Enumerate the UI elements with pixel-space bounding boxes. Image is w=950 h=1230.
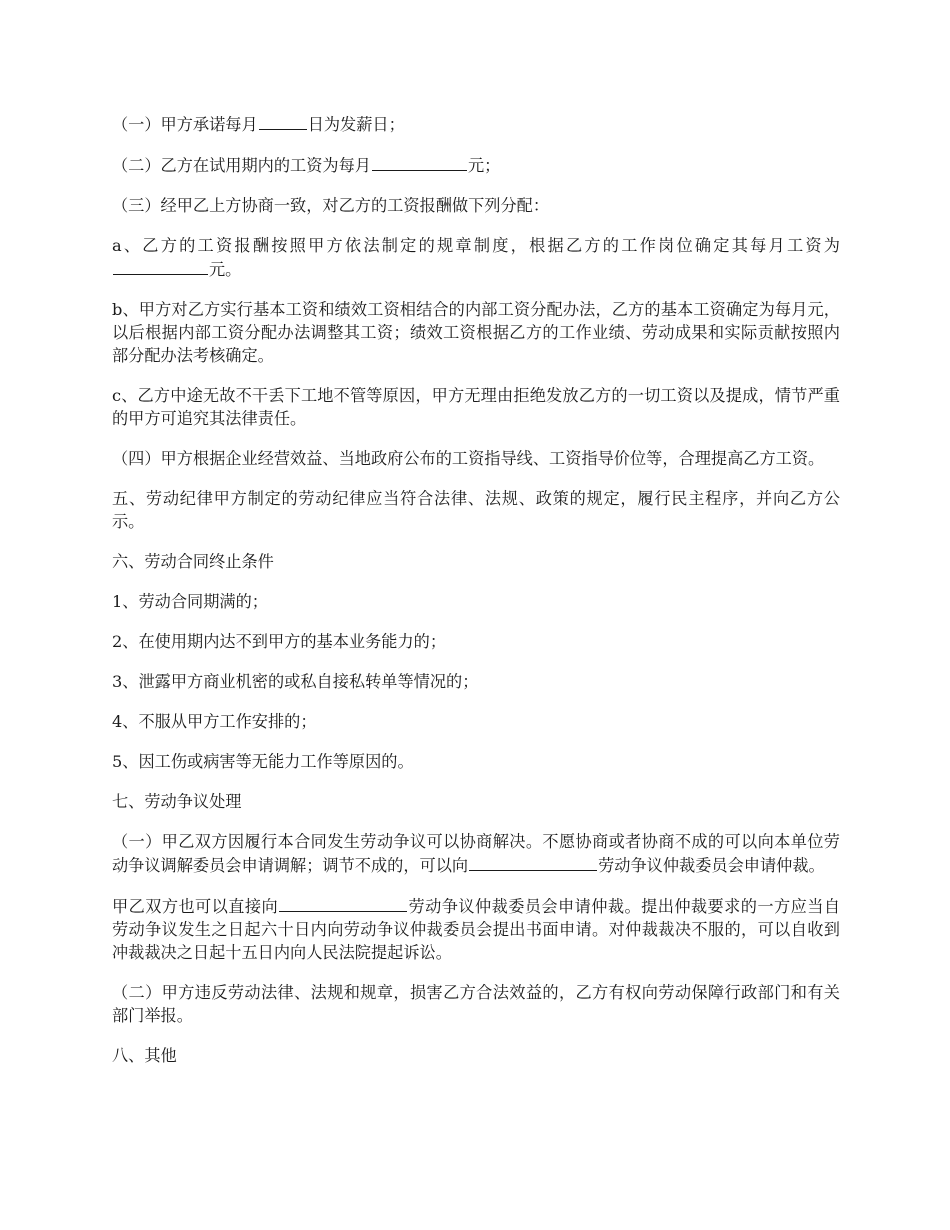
clause-text: 元。 xyxy=(209,260,242,279)
section-termination-heading: 六、劳动合同终止条件 xyxy=(112,552,274,571)
termination-item: 3、泄露甲方商业机密的或私自接私转单等情况的； xyxy=(112,672,479,691)
clause-text: 日为发薪日； xyxy=(307,115,405,134)
clause-report-violation: （二）甲方违反劳动法律、法规和规章，损害乙方合法效益的，乙方有权向劳动保障行政部门和有关部门举报。 xyxy=(112,983,840,1025)
clause-text: 劳动争议仲裁委员会申请仲裁。提出仲裁要求的一方应当自劳动争议发生之日起六十日内向劳动争议仲裁委员会提出书面申请。对仲裁裁决不服的，可以自收到冲裁裁决之日起十五日内向人民法院提起诉讼。 xyxy=(112,897,841,962)
blank-field[interactable] xyxy=(259,112,307,130)
section-other-heading: 八、其他 xyxy=(112,1046,177,1065)
clause-pay-distribution: （三）经甲乙上方协商一致，对乙方的工资报酬做下列分配： xyxy=(112,196,550,215)
clause-text: （一）甲乙双方因履行本合同发生劳动争议可以协商解决。不愿协商或者协商不成的可以向本单位劳动争议调解委员会申请调解；调节不成的，可以向 xyxy=(112,832,840,875)
blank-field[interactable] xyxy=(469,853,597,871)
section-discipline: 五、劳动纪律甲方制定的劳动纪律应当符合法律、法规、政策的规定，履行民主程序，并向乙方公示。 xyxy=(112,489,840,531)
blank-field[interactable] xyxy=(279,894,407,912)
termination-item: 5、因工伤或病害等无能力工作等原因的。 xyxy=(112,752,414,771)
blank-field[interactable] xyxy=(372,153,467,171)
clause-dispute-mediation xyxy=(112,830,840,877)
termination-item: 2、在使用期内达不到甲方的基本业务能力的； xyxy=(112,632,447,651)
blank-field[interactable] xyxy=(113,257,208,275)
clause-text: （二）乙方在试用期内的工资为每月 xyxy=(112,156,371,175)
clause-absence-penalty: c、乙方中途无故不干丢下工地不管等原因，甲方无理由拒绝发放乙方的一切工资以及提成，情节严重的甲方可追究其法律责任。 xyxy=(112,386,840,428)
clause-pay-day xyxy=(112,112,840,136)
termination-item: 1、劳动合同期满的； xyxy=(112,592,268,611)
clause-probation-pay xyxy=(112,153,840,177)
clause-text: 元； xyxy=(468,156,501,175)
clause-text: 甲乙双方也可以直接向 xyxy=(112,897,279,916)
section-dispute-heading: 七、劳动争议处理 xyxy=(112,792,242,811)
clause-text: 劳动争议仲裁委员会申请仲裁。 xyxy=(598,856,825,875)
clause-dispute-arbitration xyxy=(112,894,840,964)
clause-text: （一）甲方承诺每月 xyxy=(112,115,258,134)
clause-monthly-wage xyxy=(112,234,840,281)
termination-item: 4、不服从甲方工作安排的； xyxy=(112,712,317,731)
clause-text: a、乙方的工资报酬按照甲方依法制定的规章制度，根据乙方的工作岗位确定其每月工资为 xyxy=(112,236,840,255)
document-body xyxy=(112,112,840,1084)
clause-raise: （四）甲方根据企业经营效益、当地政府公布的工资指导线、工资指导价位等，合理提高乙方工资。 xyxy=(112,449,825,468)
clause-base-performance: b、甲方对乙方实行基本工资和绩效工资相结合的内部工资分配办法，乙方的基本工资确定为每月元，以后根据内部工资分配办法调整其工资；绩效工资根据乙方的工作业绩、劳动成果和实际贡献按照内部分配办法考核确定。 xyxy=(112,300,840,365)
